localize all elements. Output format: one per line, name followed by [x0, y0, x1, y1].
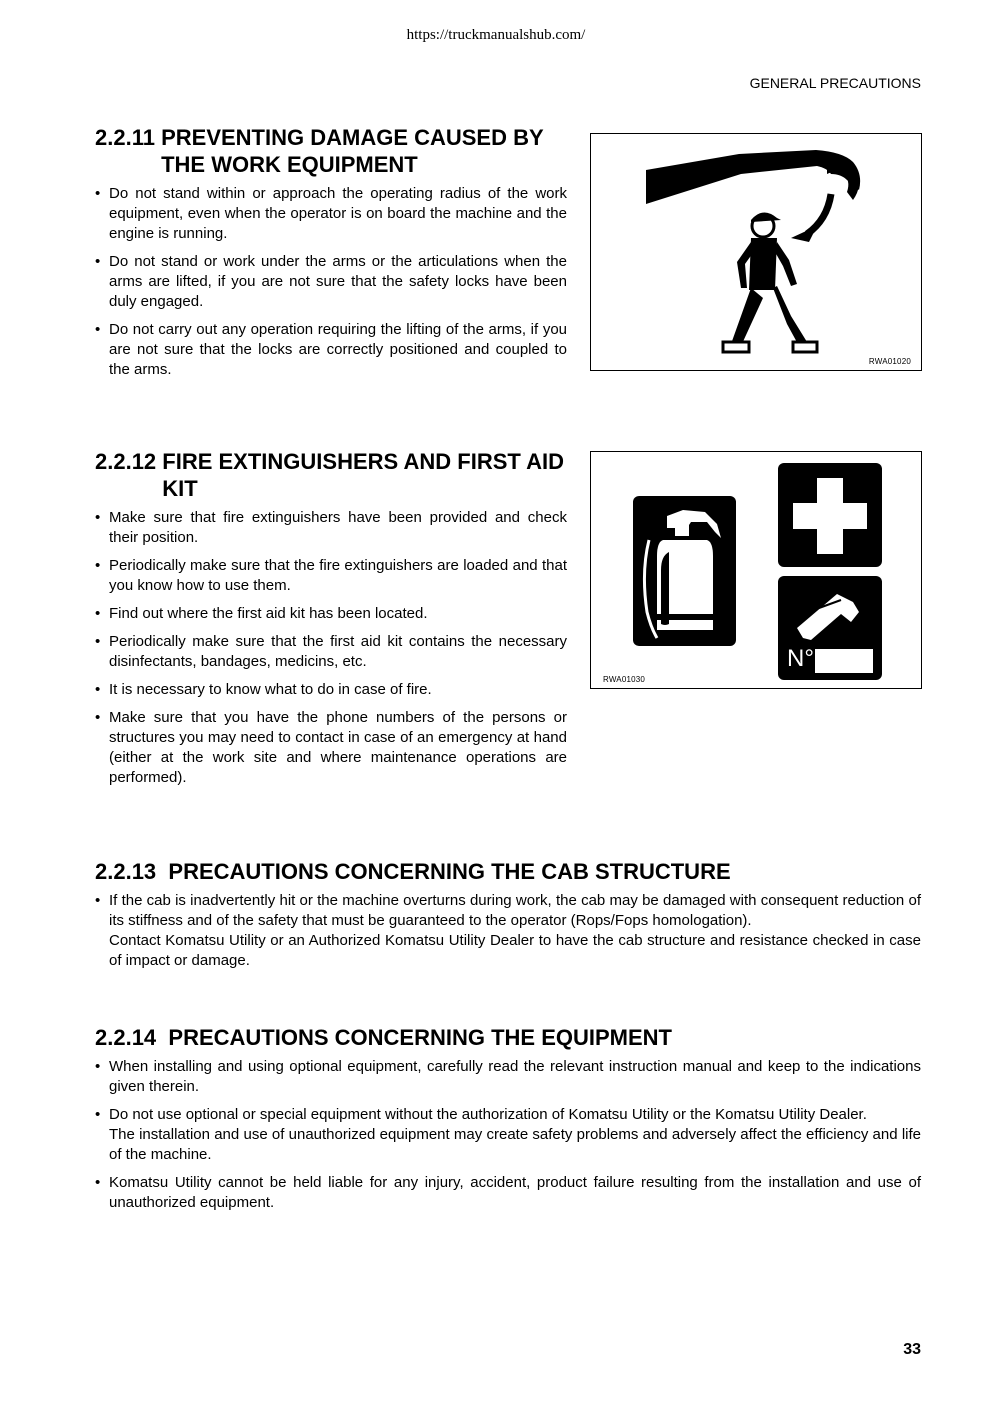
figure-code: RWA01020: [868, 357, 911, 366]
list-item: • Periodically make sure that the fire extinguishers are loaded and that you know how to use them.: [95, 556, 567, 596]
list-item: • Find out where the first aid kit has been located.: [95, 604, 567, 624]
fire-extinguisher-icon: [633, 496, 736, 646]
section-heading: FIRE EXTINGUISHERS AND FIRST AID KIT: [162, 449, 565, 501]
section-title: [95, 858, 921, 885]
section-title: [95, 448, 567, 502]
list-item: • Komatsu Utility cannot be held liable for any injury, accident, product failure resulting from the installation and use of unauthorized equipment.: [95, 1173, 921, 1213]
list-item: • Do not stand within or approach the operating radius of the work equipment, even when the operator is on board the machine and the engine is running.: [95, 184, 567, 244]
section-number: 2.2.13: [95, 859, 169, 884]
list-item: [95, 1105, 921, 1165]
list-item: • Do not carry out any operation requiring the lifting of the arms, if you are not sure that the locks are correctly positioned and coupled to the arms.: [95, 320, 567, 380]
section-number: 2.2.14: [95, 1025, 169, 1050]
section-2-2-11: [95, 124, 567, 388]
safety-signs: [591, 452, 921, 688]
list-item: • Periodically make sure that the first aid kit contains the necessary disinfectants, bandages, medicins, etc.: [95, 632, 567, 672]
source-url: https://truckmanualshub.com/: [406, 27, 586, 43]
figure-work-equipment: [590, 133, 922, 371]
section-heading: PREVENTING DAMAGE CAUSED BY THE WORK EQUIPMENT: [161, 125, 544, 177]
section-2-2-13: [95, 858, 921, 979]
list-item: • Do not stand or work under the arms or the articulations when the arms are lifted, if you are not sure that the safety locks have been duly engaged.: [95, 252, 567, 312]
section-2-2-12: [95, 448, 567, 796]
bullet-list: [95, 891, 921, 971]
running-header: GENERAL PRECAUTIONS: [749, 75, 921, 91]
list-item-continuation: The installation and use of unauthorized equipment may create safety problems and adversely affect the efficiency and life of the machine.: [109, 1126, 921, 1163]
section-title: [95, 1024, 921, 1051]
section-number: 2.2.11: [95, 125, 162, 150]
list-item: • It is necessary to know what to do in case of fire.: [95, 680, 567, 700]
list-item: [95, 891, 921, 971]
section-heading: PRECAUTIONS CONCERNING THE CAB STRUCTURE: [168, 859, 731, 884]
list-item-text: Do not use optional or special equipment without the authorization of Komatsu Utility or the Komatsu Utility Dealer.: [109, 1106, 867, 1123]
figure-fire-first-aid: [590, 451, 922, 689]
list-item-continuation: Contact Komatsu Utility or an Authorized Komatsu Utility Dealer to have the cab structure and resistance checked in case of impact or damage.: [109, 932, 921, 969]
list-item: • When installing and using optional equipment, carefully read the relevant instruction manual and keep to the indications given therein.: [95, 1057, 921, 1097]
list-item-text: If the cab is inadvertently hit or the machine overturns during work, the cab may be damaged with consequent reduction of its stiffness and of the safety that must be guaranteed to the operator (Rops/Fops homologation).: [109, 892, 921, 929]
figure-code: RWA01030: [603, 675, 646, 684]
list-item: • Make sure that fire extinguishers have been provided and check their position.: [95, 508, 567, 548]
phone-number-label: N°: [787, 645, 814, 672]
first-aid-cross-icon: [778, 463, 882, 567]
section-title: [95, 124, 567, 178]
work-equipment-hazard-icon: [591, 134, 921, 370]
bullet-list: [95, 508, 567, 788]
bullet-list: [95, 184, 567, 380]
section-heading: PRECAUTIONS CONCERNING THE EQUIPMENT: [168, 1025, 672, 1050]
page-number: 33: [903, 1341, 921, 1358]
section-number: 2.2.12: [95, 449, 163, 474]
list-item: • Make sure that you have the phone numbers of the persons or structures you may need to contact in case of an emergency at hand (either at the work site and where maintenance operations are performed).: [95, 708, 567, 788]
section-2-2-14: [95, 1024, 921, 1221]
bullet-list: [95, 1057, 921, 1213]
